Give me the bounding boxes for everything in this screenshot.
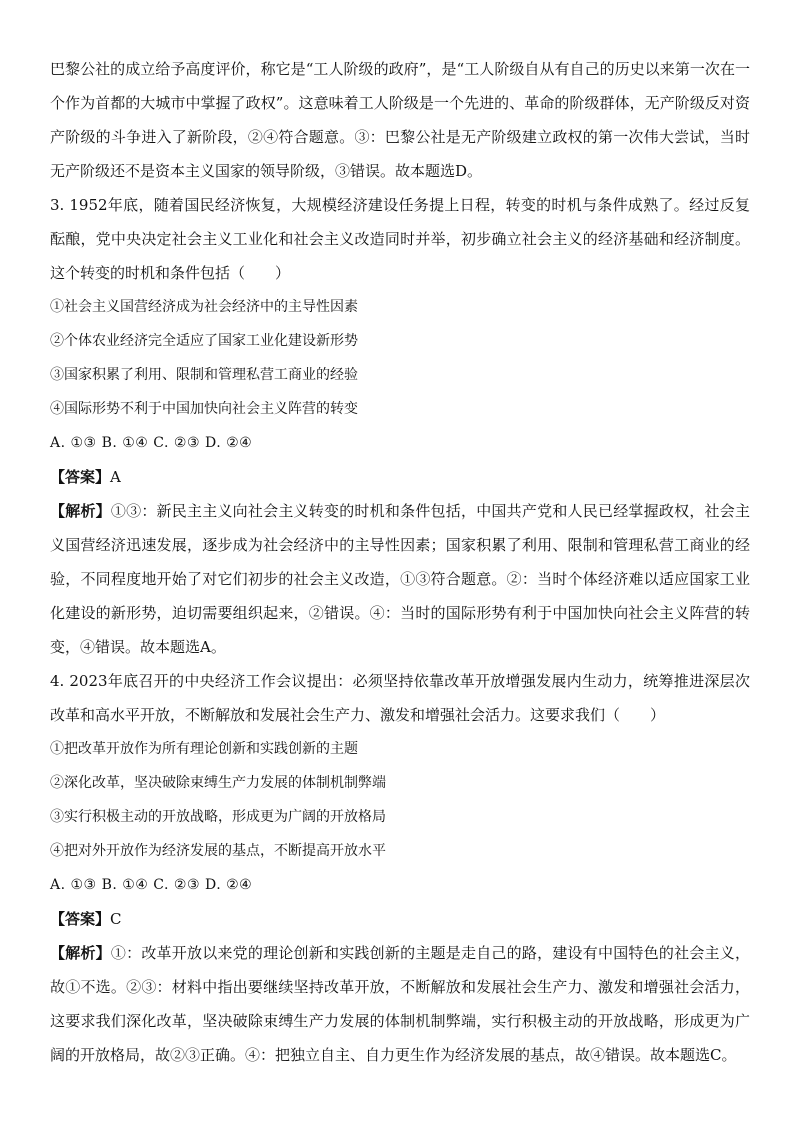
analysis-label: 【解析】 (50, 944, 111, 962)
analysis-label: 【解析】 (50, 502, 111, 520)
question-4 (50, 664, 750, 1072)
question-3-analysis (50, 494, 750, 664)
intro-paragraph: 巴黎公社的成立给予高度评价，称它是“工人阶级的政府”，是“工人阶级自从有自己的历史以来第一次在一个作为首都的大城市中掌握了政权”。这意味着工人阶级是一个先进的、革命的阶级群体，无产阶级反对资产阶级的斗争进入了新阶段，②④符合题意。③：巴黎公社是无产阶级建立政权的第一次伟大尝试，当时无产阶级还不是资本主义国家的领导阶级，③错误。故本题选D。 (50, 60, 750, 180)
question-4-option-1: ①把改革开放作为所有理论创新和实践创新的主题 (50, 741, 358, 757)
document-content (50, 52, 750, 1072)
question-4-answer (50, 902, 750, 936)
question-3 (50, 188, 750, 664)
question-3-option-3: ③国家积累了利用、限制和管理私营工商业的经验 (50, 367, 358, 383)
analysis-text: ①③：新民主主义向社会主义转变的时机和条件包括，中国共产党和人民已经掌握政权，社会主义国营经济迅速发展，逐步成为社会经济中的主导性因素；国家积累了利用、限制和管理私营工商业的经验，不同程度地开始了对它们初步的社会主义改造，①③符合题意。②：当时个体经济难以适应国家工业化建设的新形势，迫切需要组织起来，②错误。④：当时的国际形势有利于中国加快向社会主义阵营的转变，④错误。故本题选A。 (50, 502, 750, 656)
question-4-analysis (50, 936, 750, 1072)
question-3-answer (50, 460, 750, 494)
question-4-option-4: ④把对外开放作为经济发展的基点，不断提高开放水平 (50, 843, 386, 859)
question-3-stem: 3. 1952年底，随着国民经济恢复，大规模经济建设任务提上日程，转变的时机与条件成熟了。经过反复酝酿，党中央决定社会主义工业化和社会主义改造同时并举，初步确立社会主义的经济基础和经济制度。这个转变的时机和条件包括（ ） (50, 196, 750, 282)
question-3-choices: A. ①③ B. ①④ C. ②③ D. ②④ (50, 435, 253, 451)
question-3-option-4: ④国际形势不利于中国加快向社会主义阵营的转变 (50, 401, 358, 417)
answer-value: C (110, 910, 122, 928)
answer-label: 【答案】 (50, 468, 111, 486)
question-4-option-2: ②深化改革，坚决破除束缚生产力发展的体制机制弊端 (50, 775, 386, 791)
question-4-option-3: ③实行积极主动的开放战略，形成更为广阔的开放格局 (50, 809, 386, 825)
question-4-stem: 4. 2023年底召开的中央经济工作会议提出：必须坚持依靠改革开放增强发展内生动力，统筹推进深层次改革和高水平开放，不断解放和发展社会生产力、激发和增强社会活力。这要求我们（ ） (50, 672, 750, 724)
answer-label: 【答案】 (50, 910, 111, 928)
question-3-option-1: ①社会主义国营经济成为社会经济中的主导性因素 (50, 299, 358, 315)
question-4-choices: A. ①③ B. ①④ C. ②③ D. ②④ (50, 877, 253, 893)
answer-value: A (110, 468, 121, 486)
analysis-text: ①：改革开放以来党的理论创新和实践创新的主题是走自己的路，建设有中国特色的社会主义，故①不选。②③：材料中指出要继续坚持改革开放，不断解放和发展社会生产力、激发和增强社会活力，这要求我们深化改革，坚决破除束缚生产力发展的体制机制弊端，实行积极主动的开放战略，形成更为广阔的开放格局，故②③正确。④：把独立自主、自力更生作为经济发展的基点，故④错误。故本题选C。 (50, 944, 750, 1064)
question-3-option-2: ②个体农业经济完全适应了国家工业化建设新形势 (50, 333, 358, 349)
